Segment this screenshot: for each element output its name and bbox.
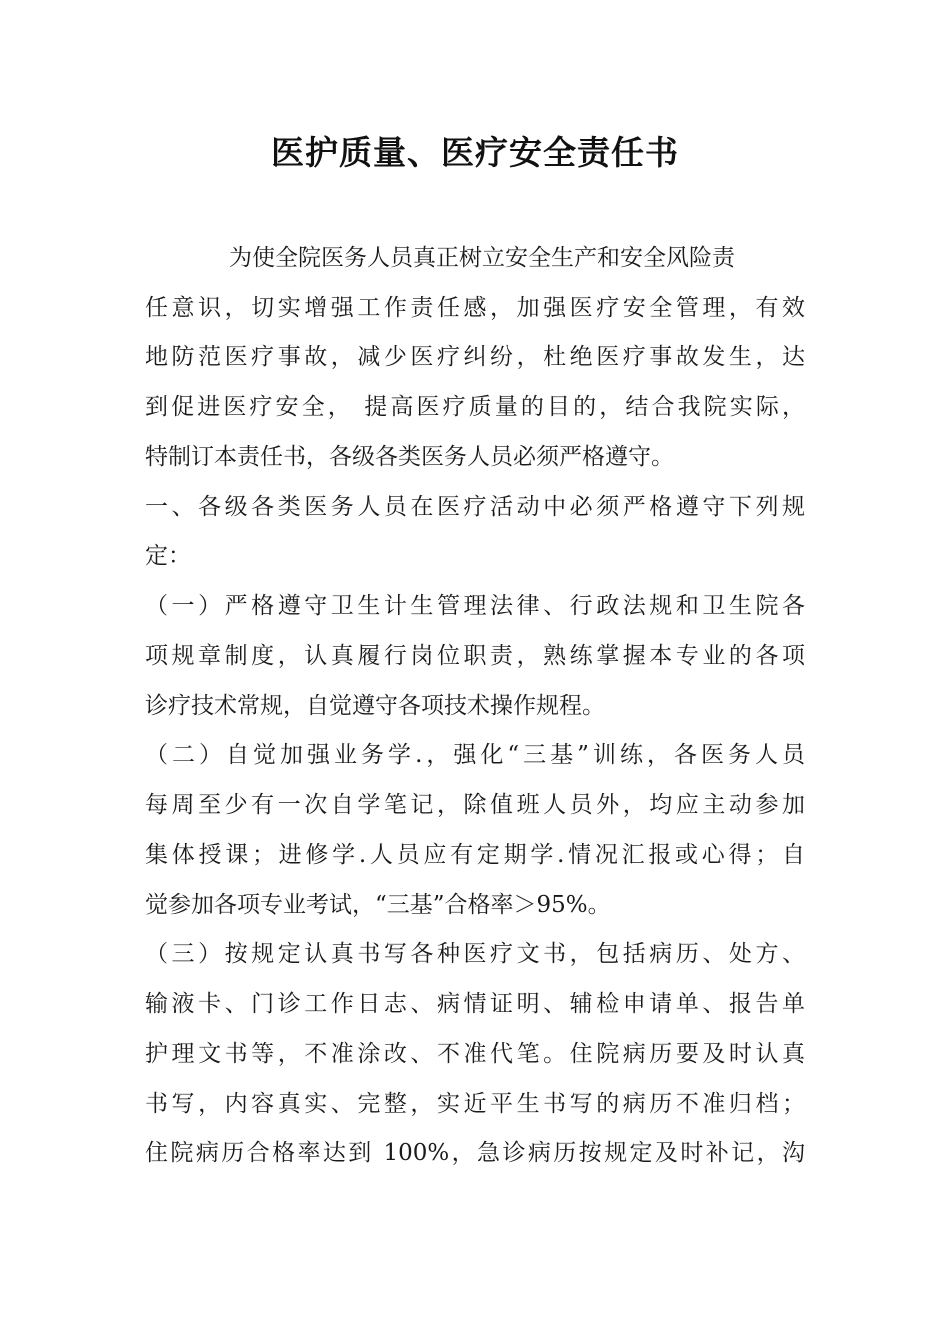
paragraph-line-19: 住院病历合格率达到 100%，急诊病历按规定及时补记，沟 [145,1140,805,1166]
paragraph-line-17: 护理文书等，不准涂改、不准代笔。住院病历要及时认真 [145,1041,805,1067]
paragraph-line-14: 觉参加各项专业考试，“三基”合格率＞95%。 [145,892,611,918]
paragraph-line-6: 一、各级各类医务人员在医疗活动中必须严格遵守下列规 [145,494,805,520]
paragraph-line-12: 每周至少有一次自学笔记，除值班人员外，均应主动参加 [145,792,805,818]
paragraph-line-16: 输液卡、门诊工作日志、病情证明、辅检申请单、报告单 [145,991,805,1017]
document-title: 医护质量、医疗安全责任书 [271,133,679,172]
paragraph-line-2: 任意识，切实增强工作责任感，加强医疗安全管理，有效 [145,295,805,321]
paragraph-line-11: （二）自觉加强业务学.，强化“三基”训练，各医务人员 [145,742,805,768]
paragraph-line-8: （一）严格遵守卫生计生管理法律、行政法规和卫生院各 [145,593,805,619]
paragraph-line-1: 为使全院医务人员真正树立安全生产和安全风险责 [229,245,735,271]
paragraph-line-15: （三）按规定认真书写各种医疗文书，包括病历、处方、 [145,941,805,967]
paragraph-line-18: 书写，内容真实、完整，实近平生书写的病历不准归档； [145,1091,805,1117]
paragraph-line-9: 项规章制度，认真履行岗位职责，熟练掌握本专业的各项 [145,643,805,669]
paragraph-line-4: 到促进医疗安全， 提高医疗质量的目的，结合我院实际， [145,394,805,420]
paragraph-line-5: 特制订本责任书，各级各类医务人员必须严格遵守。 [145,444,674,470]
paragraph-line-7: 定： [145,543,191,569]
paragraph-line-13: 集体授课；进修学.人员应有定期学.情况汇报或心得；自 [145,842,805,868]
paragraph-line-10: 诊疗技术常规，自觉遵守各项技术操作规程。 [145,693,605,719]
paragraph-line-3: 地防范医疗事故，减少医疗纠纷，杜绝医疗事故发生，达 [145,344,805,370]
